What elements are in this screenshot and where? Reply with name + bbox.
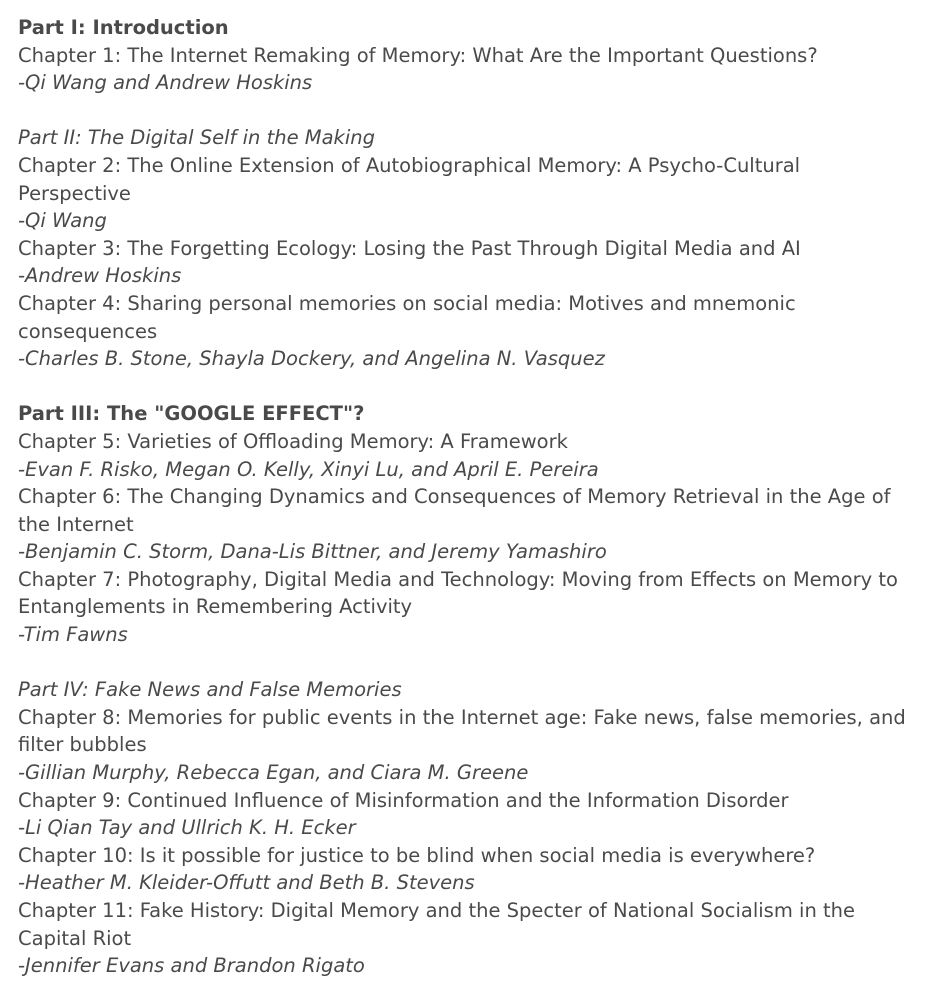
- chapter-10-title: Chapter 10: Is it possible for justice to be blind when social media is everywhere?: [18, 843, 816, 867]
- part-2-title: Part II: The Digital Self in the Making: [18, 126, 375, 150]
- chapter-2: [18, 152, 918, 235]
- chapter-11: [18, 897, 918, 980]
- chapter-2-authors: -Qi Wang: [18, 209, 107, 233]
- chapter-5: [18, 428, 918, 483]
- chapter-10: [18, 842, 918, 897]
- chapter-3-authors: -Andrew Hoskins: [18, 264, 182, 288]
- part-4-section: [18, 676, 918, 980]
- chapter-9-authors: -Li Qian Tay and Ullrich K. H. Ecker: [18, 816, 356, 840]
- chapter-3-title: Chapter 3: The Forgetting Ecology: Losing the Past Through Digital Media and AI: [18, 236, 801, 260]
- part-4-title: Part IV: Fake News and False Memories: [18, 678, 402, 702]
- part-2-section: [18, 124, 918, 372]
- chapter-6: [18, 483, 918, 566]
- chapter-6-authors: -Benjamin C. Storm, Dana-Lis Bittner, and Jeremy Yamashiro: [18, 540, 607, 564]
- part-3-title: Part III: The "GOOGLE EFFECT"?: [18, 402, 365, 426]
- chapter-6-title: Chapter 6: The Changing Dynamics and Consequences of Memory Retrieval in the Age of the Internet: [18, 485, 891, 536]
- part-1-title: Part I: Introduction: [18, 16, 229, 39]
- chapter-8-authors: -Gillian Murphy, Rebecca Egan, and Ciara M. Greene: [18, 761, 529, 785]
- chapter-7-title: Chapter 7: Photography, Digital Media and Technology: Moving from Effects on Memory to Entanglements in Remembering Activity: [18, 567, 898, 619]
- table-of-contents: [18, 14, 918, 980]
- part-3-section: [18, 400, 918, 648]
- chapter-10-authors: -Heather M. Kleider-Offutt and Beth B. Stevens: [18, 871, 475, 895]
- chapter-11-title: Chapter 11: Fake History: Digital Memory and the Specter of National Socialism in the Capital Riot: [18, 899, 856, 950]
- chapter-4-authors: -Charles B. Stone, Shayla Dockery, and Angelina N. Vasquez: [18, 347, 605, 371]
- chapter-9: [18, 787, 918, 842]
- chapter-7-authors: -Tim Fawns: [18, 623, 128, 647]
- chapter-9-title: Chapter 9: Continued Influence of Misinformation and the Information Disorder: [18, 788, 789, 812]
- chapter-1-authors: -Qi Wang and Andrew Hoskins: [18, 71, 313, 95]
- chapter-8-title: Chapter 8: Memories for public events in the Internet age: Fake news, false memories, and filter bubbles: [18, 705, 906, 757]
- chapter-2-title: Chapter 2: The Online Extension of Autobiographical Memory: A Psycho-Cultural Perspective: [18, 153, 801, 205]
- chapter-7: [18, 566, 918, 649]
- chapter-3: [18, 235, 918, 290]
- chapter-11-authors: -Jennifer Evans and Brandon Rigato: [18, 954, 365, 978]
- chapter-1-title: Chapter 1: The Internet Remaking of Memory: What Are the Important Questions?: [18, 43, 818, 67]
- part-1-section: [18, 14, 918, 97]
- chapter-5-authors: -Evan F. Risko, Megan O. Kelly, Xinyi Lu, and April E. Pereira: [18, 457, 599, 481]
- chapter-5-title: Chapter 5: Varieties of Offloading Memory: A Framework: [18, 429, 568, 453]
- chapter-4: [18, 290, 918, 373]
- chapter-1: [18, 42, 918, 97]
- chapter-8: [18, 704, 918, 787]
- chapter-4-title: Chapter 4: Sharing personal memories on social media: Motives and mnemonic consequences: [18, 291, 796, 343]
